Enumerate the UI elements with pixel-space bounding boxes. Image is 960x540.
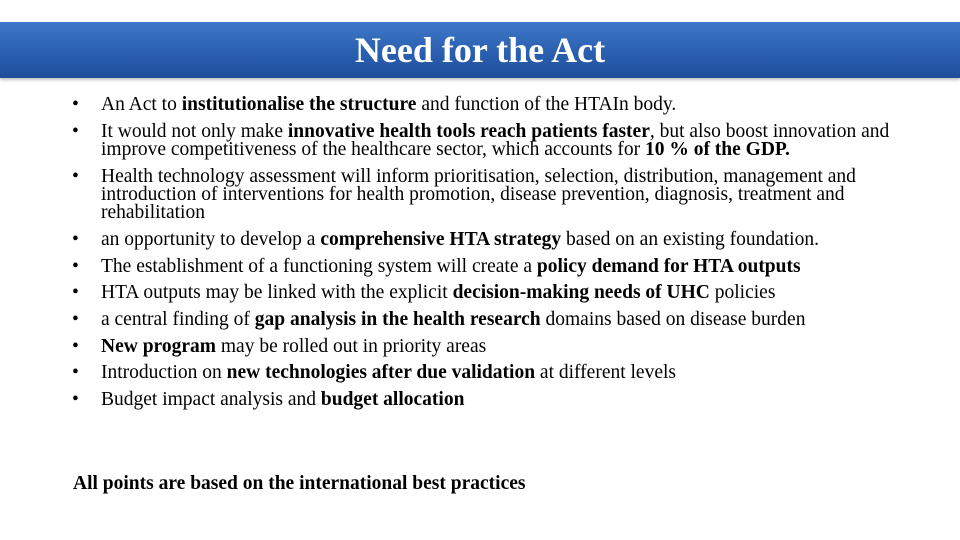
bullet-text-bold: institutionalise the structure xyxy=(181,94,417,115)
bullet-item xyxy=(72,364,932,382)
bullet-marker: • xyxy=(72,309,79,331)
bullet-text-run: An Act to xyxy=(101,94,182,115)
bullet-text xyxy=(101,362,676,383)
bullet-text-bold: decision-making needs of UHC xyxy=(452,282,710,304)
bullet-text-run: , but also boost innovation and improve competitiveness of the healthcare sector, which accounts for xyxy=(101,120,890,160)
bullet-text xyxy=(101,309,805,330)
bullet-text-bold: policy demand for HTA outputs xyxy=(536,255,801,277)
bullet-item xyxy=(72,311,932,329)
bullet-marker: • xyxy=(72,389,79,411)
bullet-item xyxy=(72,96,932,114)
bullet-text-run: It would not only make xyxy=(101,120,288,142)
bullet-text xyxy=(101,94,676,115)
bullet-text-bold: innovative health tools reach patients faster xyxy=(287,120,650,142)
bullet-text-run: a central finding of xyxy=(101,309,255,331)
bullet-text xyxy=(101,166,856,224)
bullet-text xyxy=(101,282,775,303)
bullet-marker: • xyxy=(72,255,79,277)
bullet-text-run: Introduction on xyxy=(101,362,227,384)
bullet-text-run: policies xyxy=(709,282,776,304)
slide-title: Need for the Act xyxy=(354,30,606,70)
bullet-text-run: Health technology assessment will inform prioritisation, selection, distribution, management and introduction of interventions for health promotion, disease prevention, diagnosis, treatment and rehabilitation xyxy=(101,165,856,224)
bullet-marker: • xyxy=(72,282,79,304)
bullet-item xyxy=(72,335,932,357)
bullet-marker: • xyxy=(72,94,79,115)
bullet-text-bold: comprehensive HTA strategy xyxy=(320,228,562,250)
bullet-item xyxy=(72,391,932,409)
bullet-text-run: domains based on disease burden xyxy=(540,309,806,331)
bullet-marker: • xyxy=(72,228,79,250)
bullet-text-bold: gap analysis in the health research xyxy=(254,309,541,331)
bullet-text xyxy=(101,229,819,250)
bullet-text-bold: New program xyxy=(101,335,216,357)
bullet-text xyxy=(101,121,889,160)
bullet-text-run: based on an existing foundation. xyxy=(561,228,819,250)
bullet-text-run: may be rolled out in priority areas xyxy=(216,335,487,357)
bullet-item xyxy=(72,120,932,160)
bullet-text-bold: budget allocation xyxy=(320,389,465,411)
bullet-text xyxy=(101,256,801,277)
bullet-marker: • xyxy=(72,165,79,187)
bullet-text-bold: 10 % of the GDP. xyxy=(644,138,790,160)
bullet-item xyxy=(72,255,932,277)
title-bar xyxy=(0,22,960,78)
bullet-item xyxy=(72,228,932,250)
bullet-marker: • xyxy=(72,362,79,384)
bullet-text-run: HTA outputs may be linked with the explicit xyxy=(101,282,453,304)
bullet-marker: • xyxy=(72,335,79,357)
bullet-item xyxy=(72,284,932,302)
bullet-text-run: and function of the HTAIn body. xyxy=(416,94,677,115)
bullet-marker: • xyxy=(72,120,79,142)
footer-note: All points are based on the international best practices xyxy=(73,473,526,494)
bullet-text xyxy=(101,389,464,410)
bullet-text-bold: new technologies after due validation xyxy=(226,362,536,384)
bullet-text-run: Budget impact analysis and xyxy=(101,389,321,411)
bullet-text-run: The establishment of a functioning system will create a xyxy=(101,255,537,277)
bullet-list xyxy=(72,96,932,418)
bullet-text-run: at different levels xyxy=(535,362,677,384)
bullet-item xyxy=(72,165,932,224)
bullet-text-run: an opportunity to develop a xyxy=(101,228,321,250)
bullet-text xyxy=(101,336,486,357)
